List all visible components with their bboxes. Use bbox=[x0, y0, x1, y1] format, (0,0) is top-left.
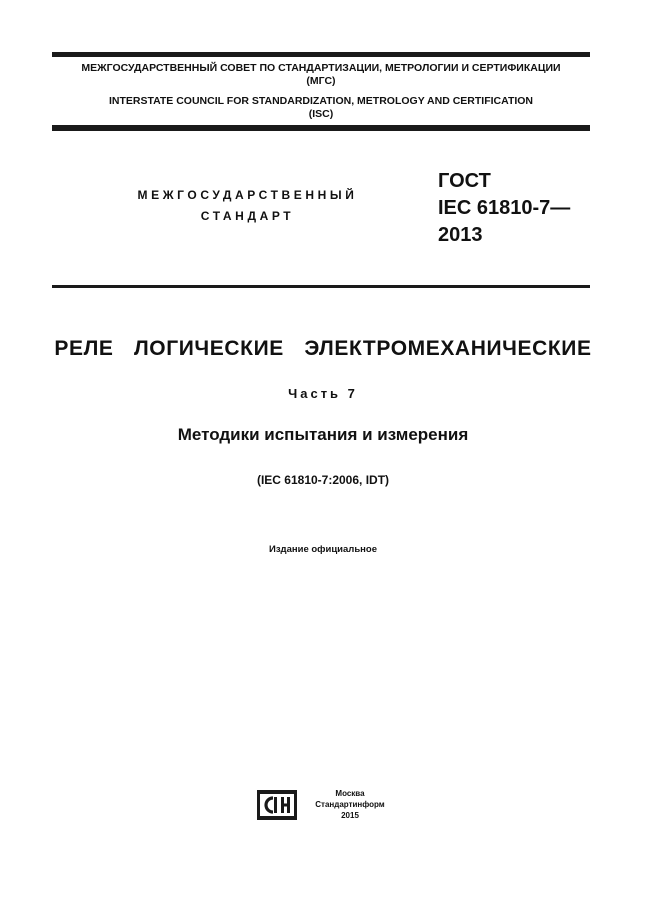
section-rule bbox=[52, 285, 590, 288]
imprint-publisher: Стандартинформ bbox=[315, 800, 385, 809]
iec-reference: (IEC 61810-7:2006, IDT) bbox=[256, 473, 390, 487]
edition-note: Издание официальное bbox=[269, 544, 377, 555]
standard-year: 2013 bbox=[438, 224, 483, 246]
standartinform-logo-icon bbox=[257, 790, 297, 820]
standard-kind-line1: МЕЖГОСУДАРСТВЕННЫЙ bbox=[137, 188, 358, 202]
document-title: РЕЛЕ ЛОГИЧЕСКИЕ ЭЛЕКТРОМЕХАНИЧЕСКИЕ bbox=[54, 337, 592, 360]
standard-number: IEC 61810-7— bbox=[438, 197, 571, 219]
top-rule bbox=[52, 52, 590, 57]
standard-kind-line2: СТАНДАРТ bbox=[200, 209, 295, 223]
gost-label: ГОСТ bbox=[438, 170, 491, 192]
header-rule bbox=[52, 125, 590, 131]
imprint-year: 2015 bbox=[341, 811, 359, 820]
document-subtitle: Методики испытания и измерения bbox=[177, 425, 469, 444]
council-name-en: INTERSTATE COUNCIL FOR STANDARDIZATION, METROLOGY AND CERTIFICATION bbox=[108, 95, 534, 107]
council-abbr-en: (ISC) bbox=[308, 108, 334, 120]
council-abbr-ru: (МГС) bbox=[306, 75, 336, 87]
council-name-ru: МЕЖГОСУДАРСТВЕННЫЙ СОВЕТ ПО СТАНДАРТИЗАЦИИ, МЕТРОЛОГИИ И СЕРТИФИКАЦИИ bbox=[81, 62, 561, 74]
part-number: Часть 7 bbox=[288, 386, 358, 401]
imprint-city: Москва bbox=[335, 789, 365, 798]
